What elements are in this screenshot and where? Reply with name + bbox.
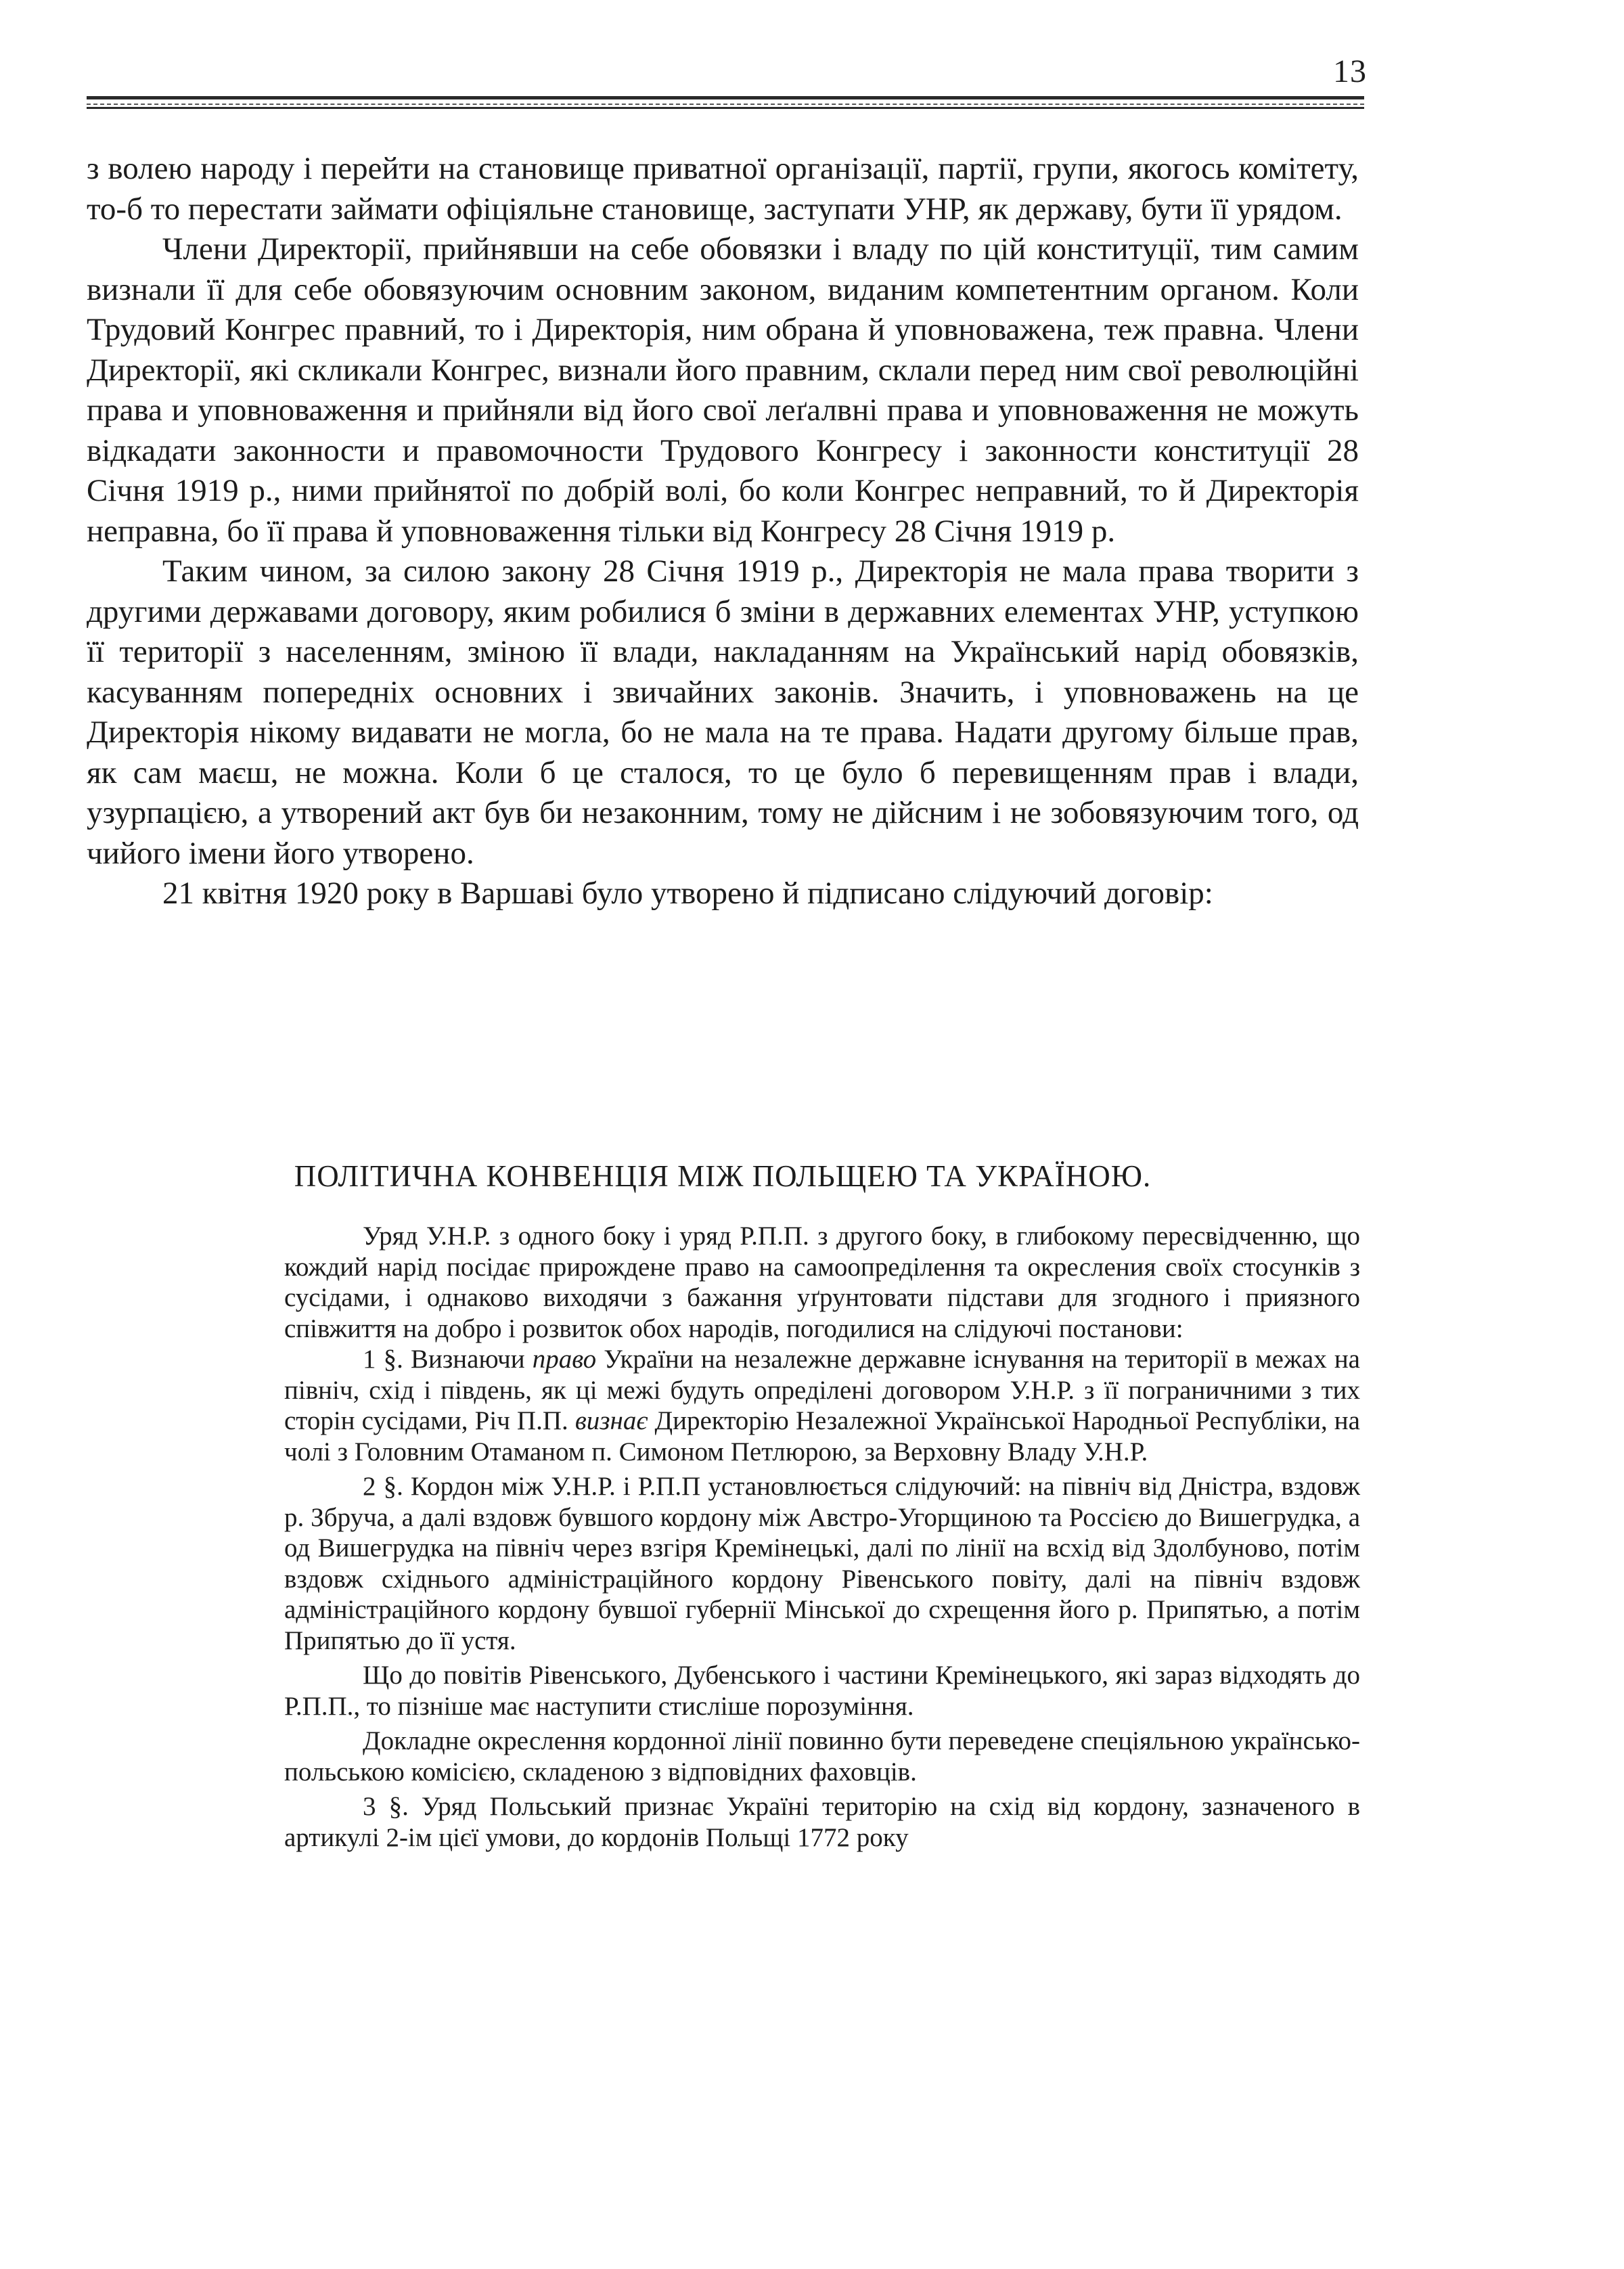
paragraph-directory-members: Члени Директорії, прийнявши на себе обовязки і владу по цій конституції, тим самим визнали її для себе обовязуючим основним законом, виданим компетентним органом. Коли Трудовий Конгрес правний, то і Директорія, ним обрана й уповноважена, теж правна. Члени Директорії, які скликали Конгрес, визнали його правним, склали перед ним свої революційні права и уповноваження и прийняли від його свої леґалвні права и уповноваження не можуть відкадати законности и правомочности Трудового Конгресу і законности конституції 28 Січня 1919 р., ними прийнятої по добрій волі, бо коли Конгрес неправний, то й Директорія неправна, бо її права й уповноваження тільки від Конгресу 28 Січня 1919 р. — [87, 231, 1359, 549]
header-rule — [87, 96, 1364, 105]
article-1-italic-vyznaie: визнає — [574, 1406, 648, 1435]
article-1-text-a: 1 §. Визнаючи — [363, 1345, 533, 1374]
header-rule-secondary — [87, 107, 1364, 109]
convention-title: ПОЛІТИЧНА КОНВЕНЦІЯ МІЖ ПОЛЬЩЕЮ ТА УКРАЇНОЮ. — [294, 1159, 1152, 1193]
convention-text — [284, 1221, 1360, 1853]
article-1-text-b: України на незалежне державне існування на території в межах на північ, схід і південь, як ці межі будуть опреділені договором У.Н.Р. з її пограничними з тих сторін сусідами, Річ П.П. — [284, 1345, 1360, 1435]
article-1-text-c: Директорію Незалежної Української Народньої Республіки, на чолі з Головним Отаманом п. Симоном Петлюрою, за Верховну Владу У.Н.Р. — [284, 1406, 1360, 1466]
main-text — [87, 149, 1359, 914]
convention-preamble: Уряд У.Н.Р. з одного боку і уряд Р.П.П. з другого боку, в глибокому пересвідченню, що кождий нарід посідає прирождене право на самоопреділення та окресления своїх стосунків з сусідами, і однаково виходячи з бажання уґрунтовати підстави для згодного і приязного співжиття на добро і розвиток обох народів, погодилися на слідуючі постанови: — [284, 1221, 1360, 1343]
paragraph-treaty-intro: 21 квітня 1920 року в Варшаві було утворено й підписано слідуючий договір: — [162, 876, 1213, 911]
convention-article-2-counties: Що до повітів Рівенського, Дубенського і частини Кремінецького, які зараз відходять до Р.П.П., то пізніше має наступити стисліше порозуміння. — [284, 1661, 1360, 1721]
article-1-italic-pravo: право — [532, 1345, 597, 1374]
paragraph-law-consequence: Таким чином, за силою закону 28 Січня 1919 р., Директорія не мала права творити з другими державами договору, яким робилися б зміни в державних елементах УНР, уступкою її території з населенням, зміною її влади, накладанням на Український нарід обовязків, касуванням попередніх основних і звичайних законів. Значить, і уповноважень на це Директорія нікому видавати не могла, бо не мала на те права. Надати другому більше прав, як сам маєш, не можна. Коли б це сталося, то це було б перевищенням прав і влади, узурпацією, а утворений акт був би незаконним, тому не дійсним і не зобовязуючим того, од чийого імени його утворено. — [87, 554, 1359, 871]
page-number: 13 — [1333, 53, 1367, 89]
convention-article-3: 3 §. Уряд Польський признає Україні територію на схід від кордону, зазначеного в артикулі 2-ім цієї умови, до кордонів Польщі 1772 року — [284, 1792, 1360, 1852]
convention-article-2: 2 §. Кордон між У.Н.Р. і Р.П.П установлюється слідуючий: на північ від Дністра, вздовж р. Збруча, а далі вздовж бувшого кордону між Австро-Угорщиною та Россією до Вишегрудка, а од Вишегрудка на північ через взгіря Кремінецькі, далі по лінії на всхід від Здолбуново, потім вздовж східнього адміністраційного кордону Рівенського повіту, далі на північ вздовж адміністраційного кордону бувшої губернії Мінської до схрещення його р. Припятью, а потім Припятью до її устя. — [284, 1472, 1360, 1655]
convention-article-1 — [284, 1344, 1360, 1467]
convention-article-2-commission: Докладне окреслення кордонної лінії повинно бути переведене спеціяльною українсько-польською комісією, складеною з відповідних фаховців. — [284, 1726, 1360, 1787]
paragraph-continuation: з волею народу і перейти на становище приватної організації, партії, групи, якогось комітету, то-б то перестати займати офіціяльне становище, заступати УНР, як державу, бути її урядом. — [87, 151, 1359, 227]
